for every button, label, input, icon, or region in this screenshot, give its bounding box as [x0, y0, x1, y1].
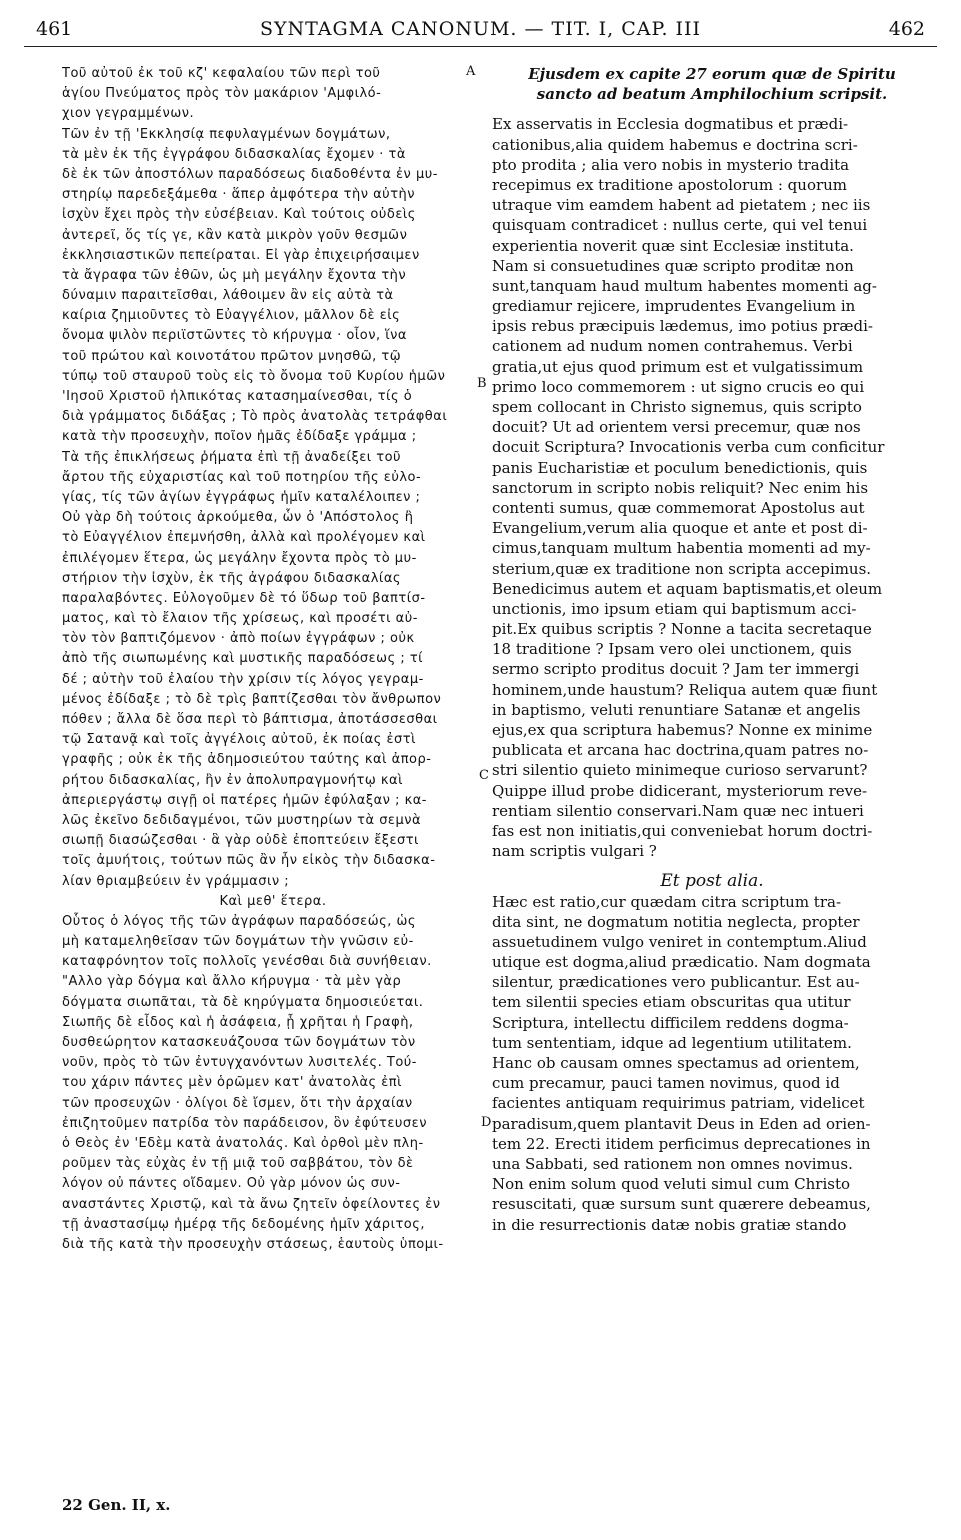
latin-title: Ejusdem ex capite 27 eorum quæ de Spiritu	[528, 65, 896, 83]
latin-line: panis Eucharistiæ et poculum benedictionis, quis	[492, 458, 868, 477]
greek-line: τύπῳ τοῦ σταυροῦ τοὺς εἰς τὸ ὄνομα τοῦ Κυρίου ἡμῶν	[62, 368, 446, 384]
greek-line: δύναμιν παραιτεῖσθαι, λάθοιμεν ἂν εἰς αὐτὰ τὰ	[62, 288, 394, 304]
latin-line: spem collocant in Christo signemus, quis scripto	[492, 398, 862, 416]
greek-line: καταφρόνητον τοῖς πολλοῖς γενέσθαι διὰ συνήθειαν.	[62, 954, 432, 970]
latin-line: stri silentio quieto minimeque curioso servarunt?	[492, 761, 868, 780]
greek-line: τοῖς ἀμυήτοις, τούτων πῶς ἂν ἦν εἰκὸς τὴν διδασκα-	[62, 853, 436, 869]
latin-line: cationibus,alia quidem habemus e doctrina scri-	[492, 135, 858, 154]
latin-line: silentur, prædicationes vero publicantur. Est au-	[492, 973, 860, 992]
greek-line: λίαν θριαμβεύειν ἐν γράμμασιν ;	[62, 873, 290, 889]
page-number-left: 461	[36, 18, 73, 40]
greek-line: ἰσχὺν ἔχει πρὸς τὴν εὐσέβειαν. Καὶ τούτοις οὐδεὶς	[62, 207, 416, 223]
latin-line: quisquam contradicet : nullus certe, qui vel tenui	[492, 216, 868, 235]
greek-line: μὴ καταμεληθεῖσαν τῶν δογμάτων τὴν γνῶσιν εὐ-	[62, 934, 414, 950]
latin-line: docuit? Ut ad orientem versi precemur, quæ nos	[492, 418, 861, 437]
latin-line: ejus,ex qua scriptura habemus? Nonne ex minime	[492, 721, 873, 739]
greek-line: λόγον οὐ πάντες οἴδαμεν. Οὐ γὰρ μόνον ὡς συν-	[62, 1176, 401, 1192]
latin-line: in die resurrectionis datæ nobis gratiæ stando	[492, 1215, 847, 1234]
greek-line: δόγματα σιωπᾶται, τὰ δὲ κηρύγματα δημοσιεύεται.	[62, 994, 424, 1010]
latin-line: Evangelium,verum alia quoque et ante et post di-	[492, 519, 868, 538]
latin-line: Ex asservatis in Ecclesia dogmatibus et prædi-	[492, 115, 849, 134]
greek-line: ἐπιλέγομεν ἕτερα, ὡς μεγάλην ἔχοντα πρὸς τὸ μυ-	[62, 550, 417, 566]
greek-line: ἐπιζητοῦμεν πατρίδα τὸν παράδεισον, ὃν ἐφύτευσεν	[62, 1115, 427, 1131]
latin-line: Hæc est ratio,cur quædam citra scriptum tra-	[492, 892, 842, 911]
latin-title: sancto ad beatum Amphilochium scripsit.	[536, 85, 888, 104]
greek-line: λῶς ἐκεῖνο δεδιδαγμένοι, τῶν μυστηρίων τὰ σεμνὰ	[62, 812, 422, 828]
latin-line: facientes antiquam requirimus patriam, videlicet	[492, 1094, 865, 1113]
greek-line: ἀπεριεργάστῳ σιγῇ οἱ πατέρες ἡμῶν ἐφύλαξαν ; κα-	[62, 792, 428, 808]
greek-line: κατὰ τὴν προσευχὴν, ποῖον ἡμᾶς ἐδίδαξε γράμμα ;	[62, 429, 417, 445]
greek-line: γίας, τίς τῶν ἁγίων ἐγγράφως ἡμῖν καταλέλοιπεν ;	[62, 489, 421, 505]
latin-line: Non enim solum quod veluti simul cum Christo	[492, 1175, 851, 1194]
greek-line: ἐκκλησιαστικῶν πεπείραται. Εἰ γὰρ ἐπιχειρήσαιμεν	[62, 247, 420, 263]
latin-line: utique est dogma,aliud prædicatio. Nam dogmata	[492, 953, 871, 972]
latin-line: unctionis, imo ipsum etiam qui baptismum acci-	[492, 599, 857, 618]
greek-line: μένος ἐδίδαξε ; τὸ δὲ τρὶς βαπτίζεσθαι τὸν ἄνθρωπον	[62, 691, 442, 707]
greek-line: διὰ γράμματος διδάξας ; Τὸ πρὸς ἀνατολὰς τετράφθαι	[62, 409, 448, 425]
greek-line: γραφῆς ; οὐκ ἐκ τῆς ἀδημοσιεύτου ταύτης καὶ ἀπορ-	[62, 752, 432, 768]
greek-line: διὰ τῆς κατὰ τὴν προσευχὴν στάσεως, ἑαυτοὺς ὑπομι-	[62, 1236, 444, 1252]
greek-line: Τῶν ἐν τῇ 'Εκκλησίᾳ πεφυλαγμένων δογμάτων,	[62, 126, 391, 142]
greek-line: ἀπὸ τῆς σιωπωμένης καὶ μυστικῆς παραδόσεως ; τί	[62, 651, 424, 667]
greek-line: τοῦ πρώτου καὶ κοινοτάτου πρῶτον μνησθῶ, τῷ	[62, 348, 402, 364]
latin-column	[492, 64, 932, 1235]
latin-line: sunt,tanquam haud multum habentes momenti ag-	[492, 276, 877, 295]
latin-line: experientia noverit quæ sint Ecclesiæ instituta.	[492, 236, 854, 255]
latin-line: cimus,tanquam multum habentia momenti ad my-	[492, 539, 871, 558]
latin-line: rentiam silentio conservari.Nam quæ nec intueri	[492, 801, 864, 820]
latin-line: gratia,ut ejus quod primum est et vulgatissimum	[492, 357, 864, 376]
page-header	[24, 10, 937, 47]
latin-line: cum precamur, pauci tamen novimus, quod id	[492, 1074, 840, 1093]
latin-line: sermo scripto proditus docuit ? Jam ter immergi	[492, 660, 860, 679]
latin-line: fas est non initiatis,qui conveniebat horum doctri-	[492, 821, 873, 840]
latin-line: cationem ad nudum nomen contrahemus. Verbi	[492, 337, 853, 356]
latin-line: sterium,quæ ex traditione non scripta accepimus.	[492, 559, 872, 578]
margin-marker-a: A	[466, 64, 476, 79]
latin-line: Hanc ob causam omnes spectamus ad orientem,	[492, 1054, 860, 1072]
latin-line: in baptismo, veluti renuntiare Satanæ et angelis	[492, 700, 861, 719]
greek-line: Οὗτος ὁ λόγος τῆς τῶν ἀγράφων παραδόσεώς, ὡς	[62, 913, 417, 929]
spacer	[492, 861, 932, 871]
greek-line: καίρια ζημιοῦντες τὸ Εὐαγγέλιον, μᾶλλον δὲ εἰς	[62, 308, 401, 324]
latin-line: contenti sumus, quæ commemorat Apostolus aut	[492, 498, 865, 517]
latin-line: primo loco commemorem : ut signo crucis eo qui	[492, 377, 865, 396]
greek-subheading: Καὶ μεθ' ἕτερα.	[219, 893, 327, 909]
margin-marker-c: C	[479, 768, 489, 783]
greek-line: παραλαβόντες. Εὐλογοῦμεν δὲ τό ὕδωρ τοῦ βαπτίσ-	[62, 590, 426, 606]
latin-line: tem silentii species etiam obscuritas qua utitur	[492, 993, 851, 1012]
latin-line: dita sint, ne dogmatum notitia neglecta, propter	[492, 912, 860, 931]
greek-line: ματος, καὶ τὸ ἔλαιον τῆς χρίσεως, καὶ προσέτι αὐ-	[62, 611, 418, 627]
greek-line: τὰ ἄγραφα τῶν ἐθῶν, ὡς μὴ μεγάλην ἔχοντα τὴν	[62, 267, 407, 283]
greek-line: ἀντερεῖ, ὅς τίς γε, κἂν κατὰ μικρὸν γοῦν θεσμῶν	[62, 227, 408, 243]
greek-line: δὲ ἐκ τῶν ἀποστόλων παραδόσεως διαδοθέντα ἐν μυ-	[62, 166, 438, 182]
greek-line: "Αλλο γὰρ δόγμα καὶ ἄλλο κήρυγμα · τὰ μὲν γὰρ	[62, 974, 402, 990]
latin-subheading: Et post alia.	[660, 871, 764, 892]
greek-line: τὸ Εὐαγγέλιον ἐπεμνήσθη, ἀλλὰ καὶ προλέγομεν καὶ	[62, 530, 426, 546]
greek-line: ροῦμεν τὰς εὐχὰς ἐν τῇ μιᾷ τοῦ σαββάτου, τὸν δὲ	[62, 1156, 414, 1172]
latin-line: ipsis rebus præcipuis lædemus, imo potius prædi-	[492, 317, 873, 336]
latin-line: nam scriptis vulgari ?	[492, 842, 657, 861]
page-number-right: 462	[888, 18, 925, 40]
greek-line: δέ ; αὐτὴν τοῦ ἐλαίου τὴν χρίσιν τίς λόγος γεγραμ-	[62, 671, 424, 687]
greek-line: σιωπῇ διασώζεσθαι · ἃ γὰρ οὐδὲ ἐποπτεύειν ἔξεστι	[62, 833, 419, 849]
latin-line: Quippe illud probe didicerant, mysteriorum reve-	[492, 781, 868, 800]
latin-line: pto prodita ; alia vero nobis in mysterio tradita	[492, 155, 850, 174]
latin-line: utraque vim eamdem habent ad pietatem ; nec iis	[492, 196, 871, 215]
latin-line: una Sabbati, sed rationem non omnes novimus.	[492, 1154, 853, 1173]
greek-line: Τοῦ αὐτοῦ ἐκ τοῦ κζ' κεφαλαίου τῶν περὶ τοῦ	[62, 66, 381, 81]
latin-line: assuetudinem vulgo veniret in contemptum.Aliud	[492, 932, 867, 951]
greek-line: τὰ μὲν ἐκ τῆς ἐγγράφου διδασκαλίας ἔχομεν · τὰ	[62, 146, 406, 162]
greek-line: του χάριν πάντες μὲν ὁρῶμεν κατ' ἀνατολὰς ἐπὶ	[62, 1075, 403, 1091]
margin-marker-b: B	[477, 376, 487, 391]
greek-line: 'Ιησοῦ Χριστοῦ ἠλπικότας κατασημαίνεσθαι, τίς ὁ	[62, 389, 413, 404]
greek-line: ὁ Θεὸς ἐν 'Εδὲμ κατὰ ἀνατολάς. Καὶ ὀρθοὶ μὲν πλη-	[62, 1135, 424, 1151]
greek-line: τὸν τὸν βαπτιζόμενον · ἀπὸ ποίων ἐγγράφων ; οὐκ	[62, 631, 415, 647]
greek-line: ἄρτου τῆς εὐχαριστίας καὶ τοῦ ποτηρίου τῆς εὐλο-	[62, 469, 422, 485]
latin-line: docuit Scriptura? Invocationis verba cum conficitur	[492, 438, 885, 457]
greek-line: στήριον τὴν ἰσχὺν, ἐκ τῆς ἀγράφου διδασκαλίας	[62, 570, 402, 586]
latin-line: resuscitati, quæ sursum sunt quærere debeamus,	[492, 1195, 871, 1214]
greek-line: τῇ ἀναστασίμῳ ἡμέρᾳ τῆς δεδομένης ἡμῖν χάριτος,	[62, 1216, 426, 1232]
greek-line: Σιωπῆς δὲ εἶδος καὶ ἡ ἀσάφεια, ᾗ χρῆται ἡ Γραφὴ,	[62, 1014, 414, 1030]
greek-line: ἁγίου Πνεύματος πρὸς τὸν μακάριον 'Αμφιλό-	[62, 86, 382, 102]
greek-line: αναστάντες Χριστῷ, καὶ τὰ ἄνω ζητεῖν ὀφείλοντες ἐν	[62, 1196, 441, 1212]
latin-line: 18 traditione ? Ipsam vero olei unctionem, quis	[492, 640, 852, 659]
latin-line: tum sententiam, idque ad legentium utilitatem.	[492, 1033, 852, 1052]
latin-line: grediamur rejicere, imprudentes Evangelium in	[492, 297, 856, 316]
latin-line: Benedicimus autem et aquam baptismatis,et oleum	[492, 579, 883, 598]
greek-line: χιον γεγραμμένων.	[62, 106, 195, 122]
latin-line: hominem,unde haustum? Reliqua autem quæ fiunt	[492, 680, 878, 699]
greek-line: ρήτου διδασκαλίας, ἣν ἐν ἀπολυπραγμονήτῳ καὶ	[62, 772, 403, 788]
greek-column	[62, 64, 484, 1255]
footnote: 22 Gen. II, x.	[62, 1496, 171, 1514]
latin-line: pit.Ex quibus scriptis ? Nonne a tacita secretaque	[492, 620, 872, 639]
greek-line: Τὰ τῆς ἐπικλήσεως ῥήματα ἐπὶ τῇ ἀναδείξει τοῦ	[62, 449, 402, 465]
margin-marker-d: D	[481, 1115, 492, 1130]
greek-line: πόθεν ; ἄλλα δὲ ὅσα περὶ τὸ βάπτισμα, ἀποτάσσεσθαι	[62, 712, 438, 727]
spacer	[492, 104, 932, 114]
latin-line: sanctorum in scripto nobis reliquit? Nec enim his	[492, 478, 869, 497]
greek-line: Οὐ γὰρ δὴ τούτοις ἀρκούμεθα, ὧν ὁ 'Απόστολος ἢ	[62, 510, 414, 526]
greek-line: νοῦν, πρὸς τὸ τῶν ἐντυγχανόντων λυσιτελές. Τού-	[62, 1055, 417, 1071]
running-title: SYNTAGMA CANONUM. — TIT. I, CAP. III	[259, 18, 702, 40]
greek-line: στηρίῳ παρεδεξάμεθα · ἅπερ ἀμφότερα τὴν αὐτὴν	[62, 187, 416, 203]
latin-line: paradisum,quem plantavit Deus in Eden ad orien-	[492, 1114, 871, 1133]
latin-line: recepimus ex traditione apostolorum : quorum	[492, 175, 848, 194]
greek-line: ὄνομα ψιλὸν περιϊστῶντες τὸ κήρυγμα · οἷον, ἵνα	[62, 328, 407, 344]
latin-line: Scriptura, intellectu difficilem reddens dogma-	[492, 1013, 849, 1032]
latin-line: Nam si consuetudines quæ scripto proditæ non	[492, 256, 854, 275]
greek-line: δυσθεώρητον κατασκευάζουσα τῶν δογμάτων τὸν	[62, 1035, 416, 1050]
latin-line: tem 22. Erecti itidem perficimus deprecationes in	[492, 1134, 871, 1153]
greek-line: τῶν προσευχῶν · ὀλίγοι δὲ ἴσμεν, ὅτι τὴν ἀρχαίαν	[62, 1095, 413, 1111]
greek-line: τῷ Σατανᾷ καὶ τοῖς ἀγγέλοις αὐτοῦ, ἐκ ποίας ἐστὶ	[62, 732, 416, 748]
latin-line: publicata et arcana hac doctrina,quam patres no-	[492, 741, 869, 760]
